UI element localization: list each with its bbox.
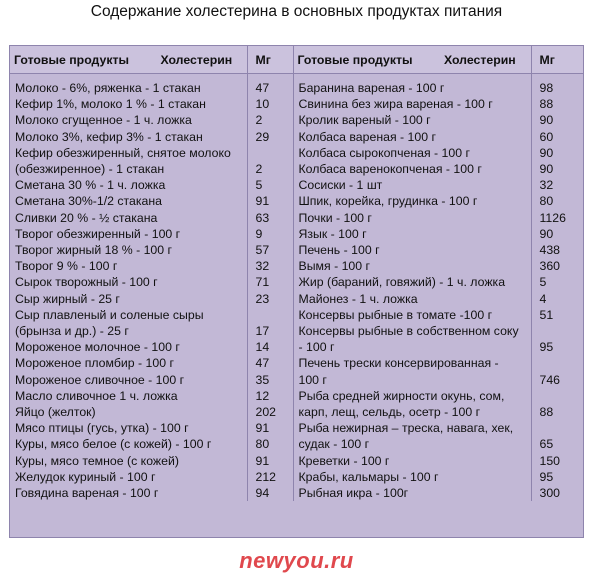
table-row [10, 420, 583, 436]
mg-left-cell: 2 [247, 112, 293, 128]
product-left-cell: Мороженое молочное - 100 г [10, 339, 247, 355]
product-left-cell: Кефир 1%, молоко 1 % - 1 стакан [10, 96, 247, 112]
product-right-cell: Жир (бараний, говяжий) - 1 ч. ложка [293, 274, 531, 290]
mg-right-cell: 5 [531, 274, 583, 290]
table-row [10, 226, 583, 242]
mg-right-cell: 90 [531, 161, 583, 177]
mg-left-cell: 32 [247, 258, 293, 274]
product-right-cell: Колбаса вареная - 100 г [293, 129, 531, 145]
mg-right-cell: 32 [531, 177, 583, 193]
product-right-cell: Свинина без жира вареная - 100 г [293, 96, 531, 112]
header-products-left [10, 46, 247, 74]
mg-left-cell: 202 [247, 404, 293, 420]
product-right-cell: Сосиски - 1 шт [293, 177, 531, 193]
header-products-label: Готовые продукты [14, 52, 130, 67]
mg-left-cell: 9 [247, 226, 293, 242]
mg-right-cell: 1126 [531, 210, 583, 226]
mg-right-cell: 90 [531, 145, 583, 161]
mg-right-cell: 90 [531, 112, 583, 128]
mg-left-cell: 91 [247, 193, 293, 209]
product-right-cell: Консервы рыбные в томате -100 г [293, 307, 531, 323]
product-right-cell: Рыбная икра - 100г [293, 485, 531, 501]
product-left-cell: Молоко 3%, кефир 3% - 1 стакан [10, 129, 247, 145]
table-row [10, 177, 583, 193]
table-row [10, 193, 583, 209]
mg-left-cell: 23 [247, 291, 293, 307]
mg-right-cell: 65 [531, 436, 583, 452]
product-right-cell: карп, лещ, сельдь, осетр - 100 г [293, 404, 531, 420]
mg-right-cell: 300 [531, 485, 583, 501]
product-right-cell: Печень трески консервированная - [293, 355, 531, 371]
header-cholesterol-label: Холестерин [443, 52, 516, 67]
table-row [10, 388, 583, 404]
product-right-cell: Рыба нежирная – треска, навага, хек, [293, 420, 531, 436]
mg-left-cell: 94 [247, 485, 293, 501]
mg-left-cell: 2 [247, 161, 293, 177]
mg-right-cell: 438 [531, 242, 583, 258]
mg-right-cell [531, 388, 583, 404]
product-right-cell: Шпик, корейка, грудинка - 100 г [293, 193, 531, 209]
mg-right-cell: 4 [531, 291, 583, 307]
table-row [10, 485, 583, 501]
table-row [10, 96, 583, 112]
mg-right-cell: 60 [531, 129, 583, 145]
table-row [10, 145, 583, 161]
mg-right-cell: 95 [531, 469, 583, 485]
mg-left-cell: 91 [247, 453, 293, 469]
mg-left-cell: 5 [247, 177, 293, 193]
product-left-cell: Сырок творожный - 100 г [10, 274, 247, 290]
product-left-cell: Куры, мясо белое (с кожей) - 100 г [10, 436, 247, 452]
product-left-cell: Мороженое сливочное - 100 г [10, 372, 247, 388]
product-right-cell: Колбаса сырокопченая - 100 г [293, 145, 531, 161]
table-body [10, 74, 583, 502]
mg-left-cell: 14 [247, 339, 293, 355]
mg-right-cell: 95 [531, 339, 583, 355]
product-right-cell: Почки - 100 г [293, 210, 531, 226]
table-row [10, 129, 583, 145]
product-right-cell: Колбаса варенокопченая - 100 г [293, 161, 531, 177]
table-header-row [10, 46, 583, 74]
table-row [10, 210, 583, 226]
product-left-cell: Сыр жирный - 25 г [10, 291, 247, 307]
product-left-cell: (обезжиренное) - 1 стакан [10, 161, 247, 177]
product-left-cell: Желудок куриный - 100 г [10, 469, 247, 485]
mg-right-cell: 88 [531, 96, 583, 112]
product-left-cell: Молоко - 6%, ряженка - 1 стакан [10, 80, 247, 96]
mg-left-cell: 71 [247, 274, 293, 290]
product-left-cell: Сметана 30 % - 1 ч. ложка [10, 177, 247, 193]
table-row [10, 80, 583, 96]
header-products-label: Готовые продукты [297, 52, 413, 67]
table-row [10, 291, 583, 307]
mg-right-cell: 80 [531, 193, 583, 209]
product-left-cell: Творог 9 % - 100 г [10, 258, 247, 274]
mg-left-cell [247, 307, 293, 323]
table-row [10, 323, 583, 339]
product-right-cell: - 100 г [293, 339, 531, 355]
product-right-cell: Крабы, кальмары - 100 г [293, 469, 531, 485]
mg-left-cell: 47 [247, 80, 293, 96]
table-row [10, 469, 583, 485]
product-left-cell: Кефир обезжиренный, снятое молоко [10, 145, 247, 161]
mg-left-cell: 212 [247, 469, 293, 485]
header-cholesterol-label: Холестерин [160, 52, 233, 67]
mg-right-cell [531, 323, 583, 339]
mg-left-cell: 63 [247, 210, 293, 226]
mg-left-cell: 17 [247, 323, 293, 339]
product-right-cell: Консервы рыбные в собственном соку [293, 323, 531, 339]
product-left-cell: Сливки 20 % - ½ стакана [10, 210, 247, 226]
product-left-cell: Молоко сгущенное - 1 ч. ложка [10, 112, 247, 128]
product-right-cell: судак - 100 г [293, 436, 531, 452]
table-row [10, 307, 583, 323]
product-left-cell: Масло сливочное 1 ч. ложка [10, 388, 247, 404]
product-right-cell: Майонез - 1 ч. ложка [293, 291, 531, 307]
product-left-cell: Сметана 30%-1/2 стакана [10, 193, 247, 209]
mg-right-cell: 150 [531, 453, 583, 469]
mg-left-cell: 91 [247, 420, 293, 436]
table-row [10, 436, 583, 452]
mg-right-cell: 51 [531, 307, 583, 323]
mg-right-cell: 98 [531, 80, 583, 96]
table-row [10, 355, 583, 371]
mg-left-cell: 35 [247, 372, 293, 388]
product-right-cell: Печень - 100 г [293, 242, 531, 258]
table-row [10, 242, 583, 258]
mg-left-cell: 29 [247, 129, 293, 145]
table-row [10, 339, 583, 355]
product-left-cell: Мороженое пломбир - 100 г [10, 355, 247, 371]
mg-right-cell [531, 420, 583, 436]
product-left-cell: Куры, мясо темное (с кожей) [10, 453, 247, 469]
mg-right-cell: 746 [531, 372, 583, 388]
product-right-cell: Рыба средней жирности окунь, сом, [293, 388, 531, 404]
table-row [10, 161, 583, 177]
mg-left-cell [247, 145, 293, 161]
mg-right-cell: 90 [531, 226, 583, 242]
table-row [10, 274, 583, 290]
product-right-cell: Кролик вареный - 100 г [293, 112, 531, 128]
product-right-cell: Баранина вареная - 100 г [293, 80, 531, 96]
product-left-cell: Творог обезжиренный - 100 г [10, 226, 247, 242]
product-left-cell: Яйцо (желток) [10, 404, 247, 420]
header-products-right [293, 46, 531, 74]
mg-left-cell: 10 [247, 96, 293, 112]
table-row [10, 453, 583, 469]
table-row [10, 404, 583, 420]
table-row [10, 112, 583, 128]
cholesterol-table [9, 45, 584, 538]
product-right-cell: Вымя - 100 г [293, 258, 531, 274]
product-left-cell: Творог жирный 18 % - 100 г [10, 242, 247, 258]
page-title: Содержание холестерина в основных продуктах питания [90, 3, 503, 20]
product-right-cell: 100 г [293, 372, 531, 388]
product-left-cell: Сыр плавленый и соленые сыры [10, 307, 247, 323]
table-row [10, 372, 583, 388]
mg-right-cell: 88 [531, 404, 583, 420]
product-left-cell: (брынза и др.) - 25 г [10, 323, 247, 339]
product-left-cell: Говядина вареная - 100 г [10, 485, 247, 501]
mg-left-cell: 47 [247, 355, 293, 371]
mg-right-cell: 360 [531, 258, 583, 274]
product-right-cell: Креветки - 100 г [293, 453, 531, 469]
header-mg-left: Мг [247, 46, 293, 74]
mg-left-cell: 80 [247, 436, 293, 452]
mg-left-cell: 12 [247, 388, 293, 404]
product-left-cell: Мясо птицы (гусь, утка) - 100 г [10, 420, 247, 436]
product-right-cell: Язык - 100 г [293, 226, 531, 242]
mg-left-cell: 57 [247, 242, 293, 258]
watermark: newyou.ru [239, 548, 354, 573]
mg-right-cell [531, 355, 583, 371]
table-row [10, 258, 583, 274]
header-mg-right: Мг [531, 46, 583, 74]
